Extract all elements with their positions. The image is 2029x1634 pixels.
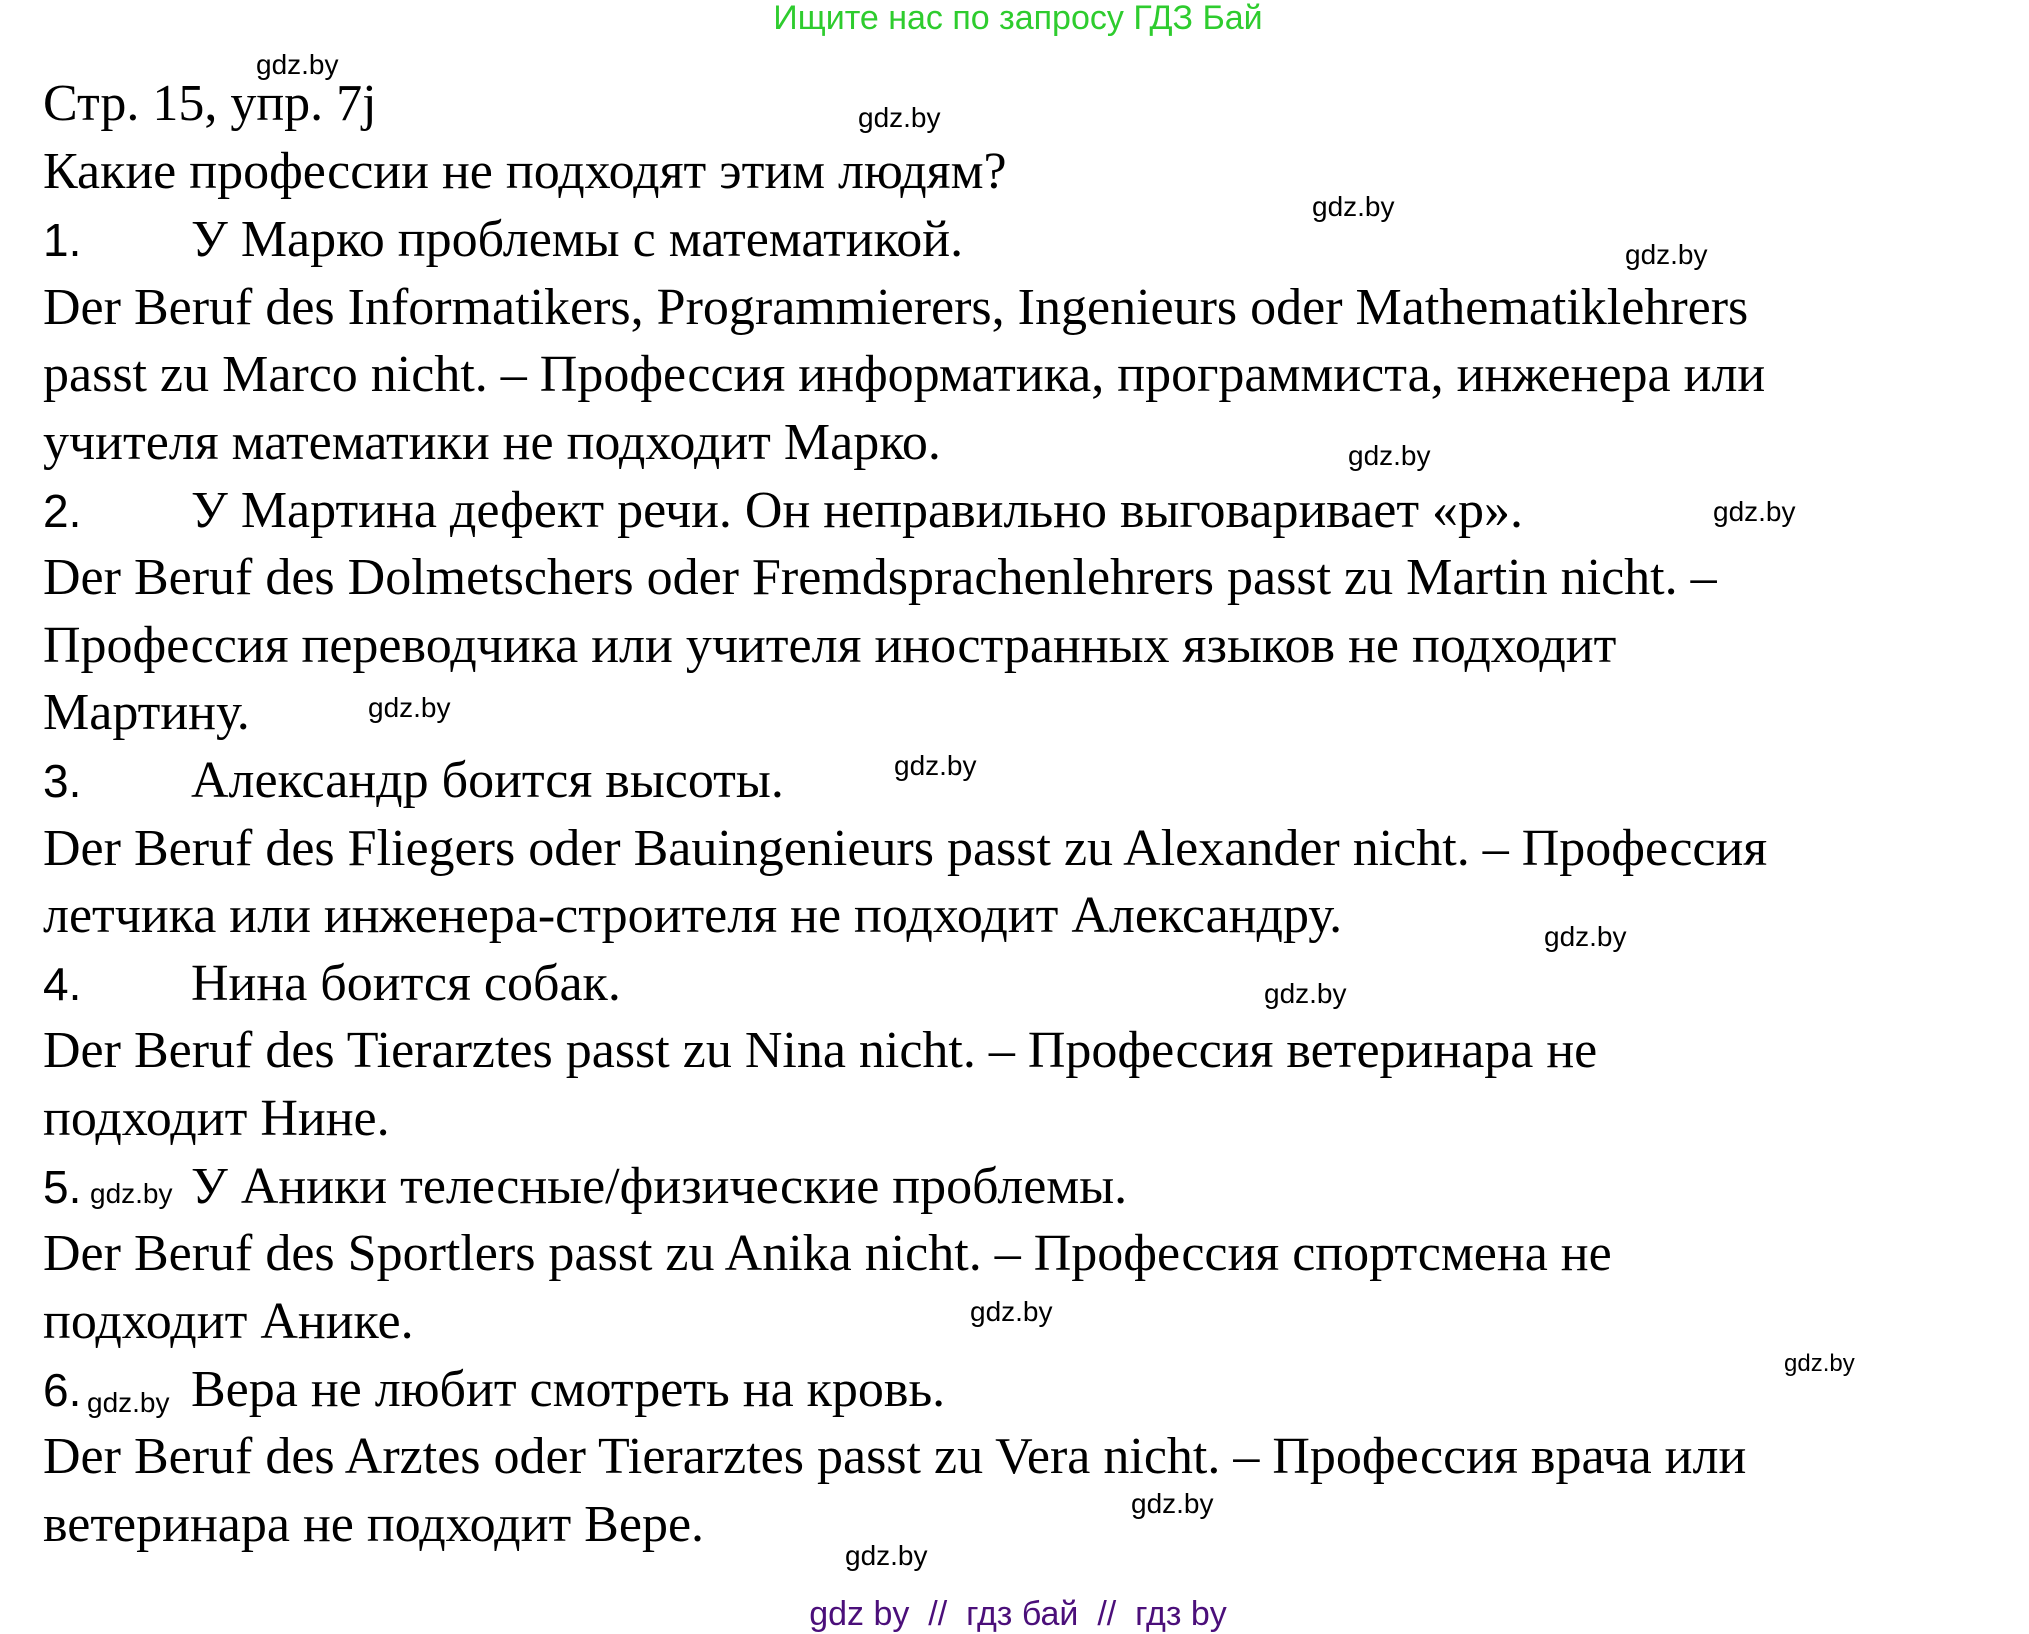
watermark: gdz.by	[1544, 921, 1627, 952]
page-title: Стр. 15, упр. 7j	[43, 75, 377, 132]
answer-line: Der Beruf des Informatikers, Programmierers, Ingenieurs oder Mathematiklehrers	[43, 279, 1749, 336]
answer-line: Мартину.	[43, 684, 250, 741]
answer-line: Der Beruf des Arztes oder Tierarztes passt zu Vera nicht. – Профессия врача или	[43, 1428, 1747, 1485]
item-number: 2.	[43, 485, 82, 537]
item-number: 4.	[43, 958, 82, 1010]
item-text: У Аники телесные/физические проблемы.	[191, 1158, 1128, 1215]
footer-links: gdz by // гдз бай // гдз by	[809, 1595, 1227, 1633]
answer-line: Der Beruf des Sportlers passt zu Anika nicht. – Профессия спортсмена не	[43, 1225, 1612, 1282]
watermark: gdz.by	[858, 102, 941, 133]
item-text: Нина боится собак.	[191, 955, 621, 1012]
answer-line: ветеринара не подходит Вере.	[43, 1496, 705, 1553]
item-text: Александр боится высоты.	[191, 752, 784, 809]
answer-line: летчика или инженера-строителя не подходит Александру.	[43, 887, 1343, 944]
watermark: gdz.by	[368, 692, 451, 723]
watermark: gdz.by	[894, 750, 977, 781]
watermark: gdz.by	[1713, 496, 1796, 527]
watermark: gdz.by	[256, 49, 339, 80]
watermark: gdz.by	[1264, 978, 1347, 1009]
answer-line: Профессия переводчика или учителя иностранных языков не подходит	[43, 617, 1617, 674]
answer-line: passt zu Marco nicht. – Профессия информатика, программиста, инженера или	[43, 346, 1766, 403]
item-number: 3.	[43, 755, 82, 807]
answer-line: Der Beruf des Dolmetschers oder Fremdsprachenlehrers passt zu Martin nicht. –	[43, 549, 1717, 606]
watermark: gdz.by	[90, 1178, 173, 1209]
exercise-question: Какие профессии не подходят этим людям?	[43, 143, 1007, 200]
item-text: У Марко проблемы с математикой.	[191, 211, 964, 268]
answer-line: Der Beruf des Fliegers oder Bauingenieurs passt zu Alexander nicht. – Профессия	[43, 820, 1768, 877]
watermark: gdz.by	[1625, 239, 1708, 270]
item-text: У Мартина дефект речи. Он неправильно выговаривает «р».	[191, 482, 1524, 539]
watermark: gdz.by	[1784, 1350, 1855, 1377]
answer-line: учителя математики не подходит Марко.	[43, 414, 941, 471]
answer-line: подходит Анике.	[43, 1293, 414, 1350]
watermark: gdz.by	[1131, 1488, 1214, 1519]
watermark: gdz.by	[1312, 191, 1395, 222]
watermark: gdz.by	[845, 1540, 928, 1571]
item-number: 1.	[43, 214, 82, 266]
watermark: gdz.by	[1348, 440, 1431, 471]
answer-line: Der Beruf des Tierarztes passt zu Nina nicht. – Профессия ветеринара не	[43, 1022, 1598, 1079]
item-text: Вера не любит смотреть на кровь.	[191, 1361, 946, 1418]
item-number: 5.	[43, 1161, 82, 1213]
item-number: 6.	[43, 1364, 82, 1416]
answer-line: подходит Нине.	[43, 1090, 390, 1147]
watermark: gdz.by	[970, 1296, 1053, 1327]
watermark: gdz.by	[87, 1387, 170, 1418]
search-banner: Ищите нас по запросу ГДЗ Бай	[773, 0, 1263, 37]
